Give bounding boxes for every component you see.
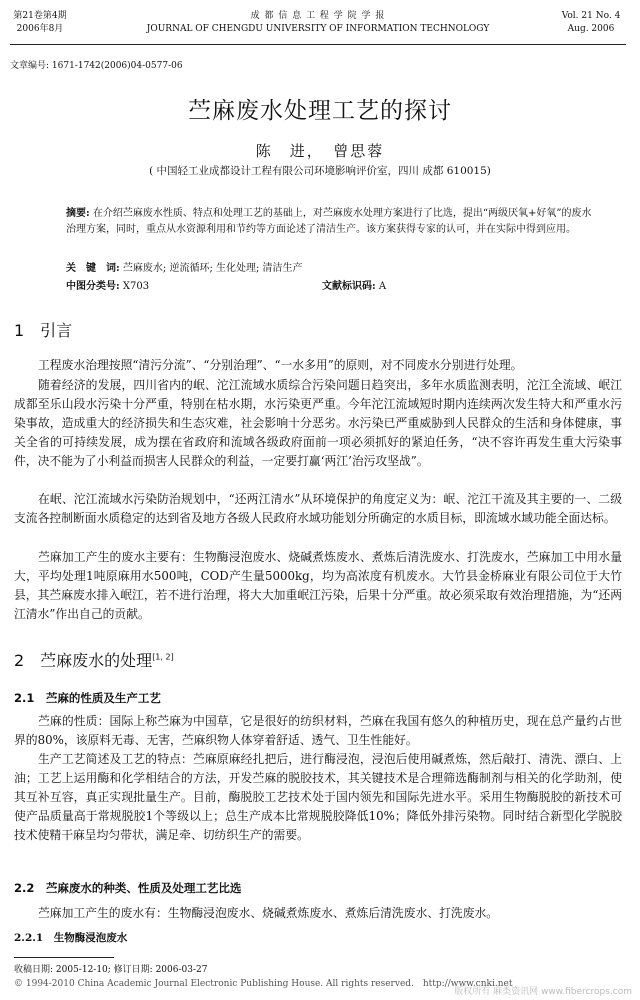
abstract-label: 摘要: [66, 208, 90, 219]
volume-issue-en: Vol. 21 No. 4 [561, 11, 621, 21]
subsection-2-1-paragraph: 生产工艺简述及工艺的特点：苎麻原麻经扎把后，进行酶浸泡，浸泡后使用碱煮炼，然后敲打、清洗、漂白、上油；工艺上运用酶和化学相结合的方法，开发苎麻的脱胶技术，其关键技术是合理筛选酶制剂与相关的化学助剂，使其互补互容，真正实现批量生产。目前，酶脱胶工艺技术处于国内领先和国际先进水平。采用生物酶脱胶的新技术可使产品质量高于常规脱胶1个等级以上；总生产成本比常规脱胶降低10%；降低外排污染物。同时结合新型化学脱胶技术使精干麻呈均匀带状，满足牵、切纺织生产的需要。 [14, 752, 622, 842]
keywords-label: 关 键 词: [66, 263, 120, 274]
subsection-2-2-1-heading: 2.2.1 生物酶浸泡废水 [14, 932, 128, 944]
section-1-heading: 1 引言 [14, 321, 73, 340]
classification-label: 中图分类号: [66, 281, 120, 292]
keywords-text: 苎麻废水; 逆流循环; 生化处理; 清洁生产 [122, 263, 303, 274]
section-2-heading-text: 2 苎麻废水的处理 [14, 651, 153, 670]
subsection-2-1-heading: 2.1 苎麻的性质及生产工艺 [14, 691, 161, 705]
affiliation: ( 中国轻工业成都设计工程有限公司环境影响评价室，四川 成都 610015) [149, 165, 491, 177]
document-code [322, 277, 386, 292]
subsection-2-2-heading: 2.2 苎麻废水的种类、性质及处理工艺比选 [14, 881, 242, 895]
keywords [66, 259, 592, 274]
abstract-text: 在介绍苎麻废水性质、特点和处理工艺的基础上，对苎麻废水处理方案进行了比选，提出“两级厌氧+好氧”的废水治理方案，同时，重点从水资源利用和节约等方面论述了清洁生产。该方案获得专家的认可，并在实际中得到应用。 [66, 208, 592, 235]
section-1-paragraph: 苎麻加工产生的废水主要有：生物酶浸泡废水、烧碱煮炼废水、煮炼后清洗废水、打洗废水，苎麻加工中用水量大，平均处理1吨原麻用水500吨，COD产生量5000kg，均为高浓度有机废水。大竹县金桥麻业有限公司位于大竹县，其苎麻废水排入岷江，若不进行治理，将大大加重岷江污染，后果十分严重。故必须采取有效治理措施，为“还两江清水”作出自己的贡献。 [14, 550, 622, 621]
journal-header [10, 10, 626, 44]
section-2-heading [14, 648, 174, 671]
issue-date: 2006年8月 [16, 24, 64, 34]
issue-date-en: Aug. 2006 [567, 24, 615, 34]
citation-ref: [1, 2] [152, 652, 174, 662]
watermark: 版权所有 麻类资讯网 www.fibercrops.com [454, 987, 632, 997]
journal-name [100, 10, 536, 36]
subsection-2-2-paragraph: 苎麻加工产生的废水有：生物酶浸泡废水、烧碱煮炼废水、煮炼后清洗废水、打洗废水。 [38, 906, 499, 920]
issue-info [10, 10, 70, 36]
document-code-label: 文献标识码: [322, 281, 376, 292]
abstract [66, 206, 592, 238]
article-title: 苎麻废水处理工艺的探讨 [188, 98, 452, 124]
authors: 陈 进， 曾思蓉 [255, 142, 385, 160]
article-number: 文章编号: 1671-1742(2006)04-0577-06 [10, 61, 183, 71]
journal-name-cn: 成 都 信 息 工 程 学 院 学 报 [250, 11, 386, 21]
classification [66, 277, 149, 292]
footnote: 收稿日期: 2005-12-10; 修订日期: 2006-03-27 [14, 965, 208, 975]
classification-value: X703 [122, 281, 150, 292]
copyright-line: © 1994-2010 China Academic Journal Electronic Publishing House. All rights reserved. http://www.cnki.net [14, 979, 513, 989]
section-1-paragraph: 随着经济的发展，四川省内的岷、沱江流域水质综合污染问题日趋突出，多年水质监测表明，沱江全流域、岷江成都至乐山段水污染十分严重，特别在枯水期，水污染更严重。今年沱江流域短时期内连续两次发生特大和严重水污染事故，造成重大的经济损失和生态灾难，社会影响十分恶劣。水污染已严重威胁到人民群众的生活和身体健康，事关全省的可持续发展，成为摆在省政府和流域各级政府面前一项必须抓好的紧迫任务，“决不容许再发生重大污染事件，决不能为了小利益而损害人民群众的利益，一定要打赢‘两江’治污攻坚战”。 [14, 378, 622, 468]
section-1-paragraph: 在岷、沱江流域水污染防治规划中，“还两江清水”从环境保护的角度定义为：岷、沱江干流及其主要的一、二级支流各控制断面水质稳定的达到省及地方各级人民政府水域功能划分所确定的水质目标，即流域水域功能全面达标。 [14, 492, 622, 525]
footnote-rule [14, 957, 114, 958]
header-rule [10, 44, 626, 45]
subsection-2-1-paragraph: 苎麻的性质：国际上称苎麻为中国草，它是很好的纺织材料，苎麻在我国有悠久的种植历史，现在总产量约占世界的80%，该原料无毒、无害，苎麻织物人体穿着舒适、透气、卫生性能好。 [14, 714, 622, 747]
volume-issue: 第21卷第4期 [13, 11, 67, 21]
document-code-value: A [378, 281, 387, 292]
journal-name-en: JOURNAL OF CHENGDU UNIVERSITY OF INFORMATION TECHNOLOGY [146, 24, 490, 34]
issue-info-en [556, 10, 626, 36]
section-1-paragraph: 工程废水治理按照“清污分流”、“分别治理”、“一水多用”的原则，对不同废水分别进行处理。 [38, 358, 523, 372]
